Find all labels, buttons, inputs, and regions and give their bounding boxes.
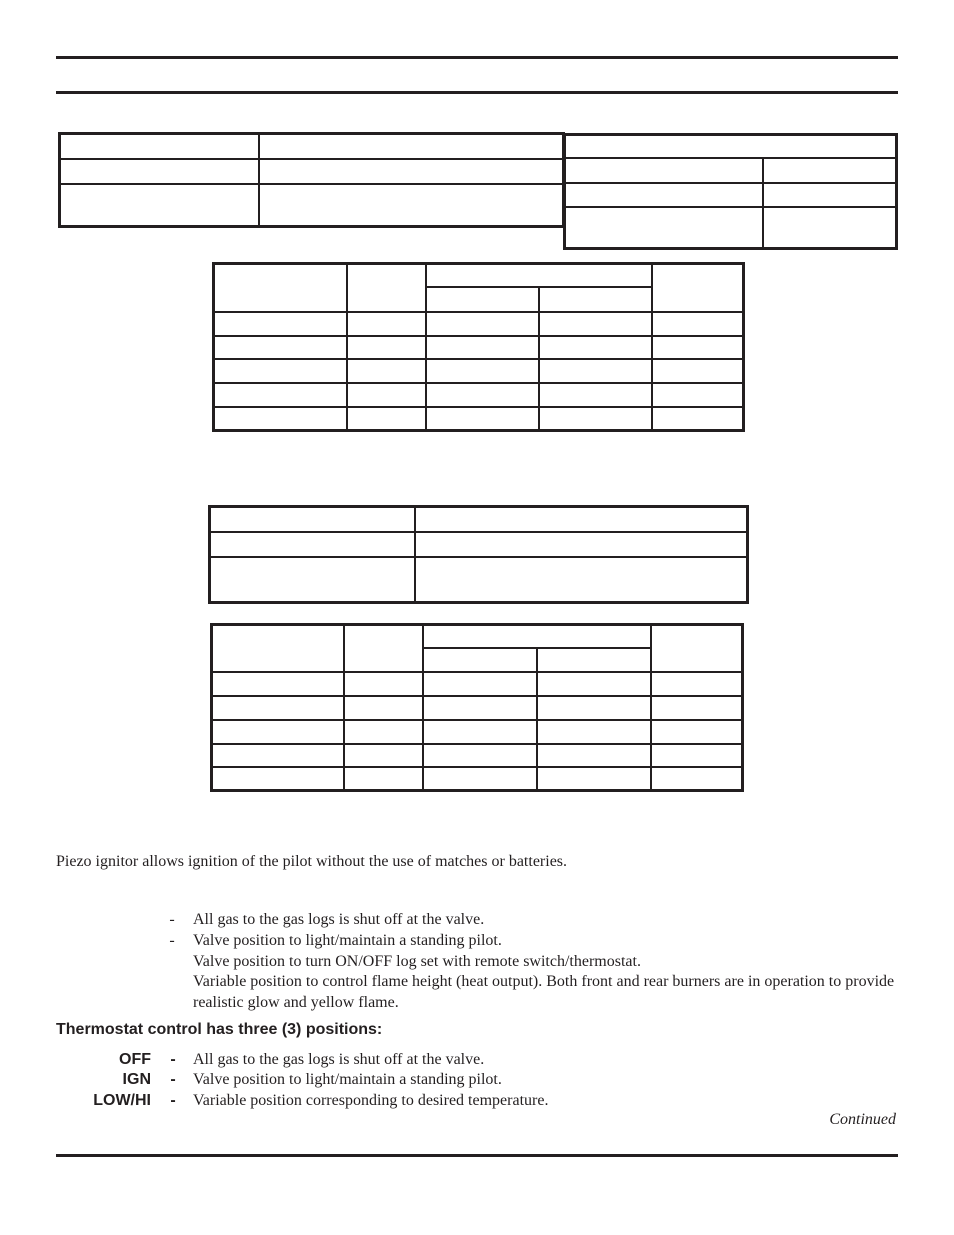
spec-table-left-col-divider (258, 134, 260, 226)
spec-table-right (563, 133, 898, 250)
position-description: Valve position to light/maintain a standing pilot. (193, 1071, 502, 1088)
footer-rule (56, 1154, 898, 1157)
list-item: Variable position to control flame height (heat output). Both front and rear burners are in operation to provide realistic glow and yellow flame. (193, 973, 895, 1011)
grid-row-divider (212, 719, 742, 721)
grid-row-divider (214, 335, 743, 337)
header-rule-bottom (56, 91, 898, 94)
position-label-ign: IGN (122, 1071, 151, 1088)
spec-table-left (58, 132, 565, 228)
grid-row-divider (214, 406, 743, 408)
thermostat-heading: Thermostat control has three (3) positions: (56, 1021, 383, 1038)
grid-subheader-divider (422, 647, 652, 649)
spec-table-right-row-divider (565, 157, 896, 159)
position-description: All gas to the gas logs is shut off at the valve. (193, 1051, 485, 1068)
grid-row-divider (212, 766, 742, 768)
list-item: Valve position to light/maintain a standing pilot. (193, 932, 502, 949)
spec-table-middle-row-divider (210, 531, 747, 533)
spec-table-middle-row-divider (210, 556, 747, 558)
spec-table-right-row-divider (565, 182, 896, 184)
spec-table-right-row-divider (565, 206, 896, 208)
header-rule-top (56, 56, 898, 59)
position-dash: - (170, 1051, 176, 1068)
grid-subheader-divider (425, 286, 653, 288)
spec-table-left-row-divider (60, 183, 563, 185)
grid-row-divider (212, 743, 742, 745)
position-dash: - (170, 1092, 176, 1109)
grid-header-divider (214, 311, 743, 313)
piezo-ignitor-text: Piezo ignitor allows ignition of the pilot without the use of matches or batteries. (56, 853, 568, 870)
spec-table-left-row-divider (60, 158, 563, 160)
spec-table-middle-col-divider (414, 507, 416, 602)
grid-row-divider (214, 358, 743, 360)
grid-row-divider (212, 695, 742, 697)
spec-table-middle (208, 505, 749, 604)
grid-header-divider (212, 671, 742, 673)
continued-label: Continued (829, 1111, 896, 1128)
position-dash: - (170, 1071, 176, 1088)
list-item: Valve position to turn ON/OFF log set with remote switch/thermostat. (193, 953, 641, 970)
position-label-low-hi: LOW/HI (93, 1092, 151, 1109)
list-item: All gas to the gas logs is shut off at the valve. (193, 911, 485, 928)
list-dash: - (169, 911, 175, 928)
position-label-off: OFF (119, 1051, 151, 1068)
list-dash: - (169, 932, 175, 949)
spec-table-right-col-divider (762, 159, 764, 248)
grid-row-divider (214, 382, 743, 384)
position-description: Variable position corresponding to desired temperature. (193, 1092, 549, 1109)
